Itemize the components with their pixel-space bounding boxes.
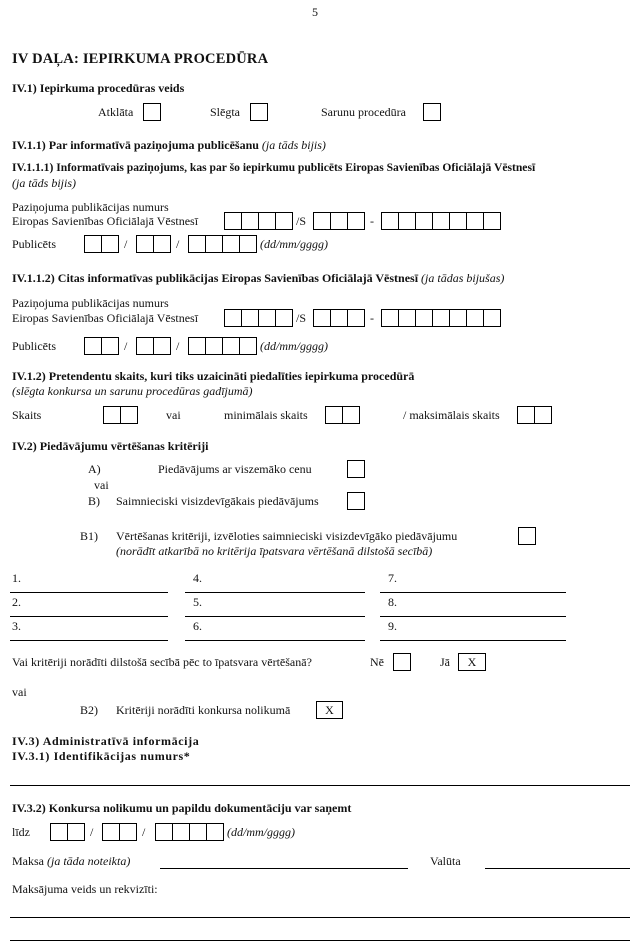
criterion-number: 9. <box>388 619 397 633</box>
digit-cell[interactable] <box>240 338 256 354</box>
digit-cell[interactable] <box>137 338 154 354</box>
digit-cell[interactable] <box>206 338 223 354</box>
digit-cell[interactable] <box>104 407 121 423</box>
other-date-day[interactable] <box>84 337 119 355</box>
currency-field[interactable] <box>485 868 630 869</box>
negotiated-procedure-label: Sarunu procedūra <box>321 105 406 119</box>
digit-cell[interactable] <box>467 310 484 326</box>
notice-oj-number-part2[interactable] <box>313 212 365 230</box>
digit-cell[interactable] <box>535 407 551 423</box>
order-question: Vai kritēriji norādīti dilstošā secībā pēc to īpatsvara vērtēšanā? <box>12 655 312 669</box>
digit-cell[interactable] <box>399 213 416 229</box>
digit-cell[interactable] <box>450 213 467 229</box>
digit-cell[interactable] <box>189 338 206 354</box>
notice-date-year[interactable] <box>188 235 257 253</box>
digit-cell[interactable] <box>416 213 433 229</box>
negotiated-procedure-checkbox[interactable] <box>423 103 441 121</box>
other-publications-heading <box>12 271 504 285</box>
criterion-a-marker: A) <box>88 462 101 476</box>
other-date-month[interactable] <box>136 337 171 355</box>
criterion-b-marker: B) <box>88 494 100 508</box>
candidates-max-label: / maksimālais skaits <box>403 408 500 422</box>
criterion-number: 7. <box>388 571 397 585</box>
digit-cell[interactable] <box>103 824 120 840</box>
digit-cell[interactable] <box>120 824 136 840</box>
order-yes-checkbox[interactable] <box>458 653 486 671</box>
criterion-b2-marker: B2) <box>80 703 98 717</box>
criterion-8-field[interactable] <box>380 616 566 617</box>
digit-cell[interactable] <box>223 236 240 252</box>
digit-cell[interactable] <box>240 236 256 252</box>
digit-cell[interactable] <box>85 338 102 354</box>
digit-cell[interactable] <box>382 310 399 326</box>
documents-until-label: līdz <box>12 825 30 839</box>
notice-date-day[interactable] <box>84 235 119 253</box>
notice-date-separator-1: / <box>124 237 128 251</box>
digit-cell[interactable] <box>450 310 467 326</box>
notice-published-note: (ja tāds bijis) <box>12 176 77 190</box>
digit-cell[interactable] <box>518 407 535 423</box>
digit-cell[interactable] <box>190 824 207 840</box>
digit-cell[interactable] <box>225 310 242 326</box>
digit-cell[interactable] <box>331 213 348 229</box>
candidates-count-label: Skaits <box>12 408 42 422</box>
criterion-9-field[interactable] <box>380 640 566 641</box>
most-advantageous-checkbox[interactable] <box>347 492 365 510</box>
criterion-number: 6. <box>193 619 202 633</box>
prior-notice-heading <box>12 138 326 152</box>
digit-cell[interactable] <box>225 213 242 229</box>
digit-cell[interactable] <box>121 407 137 423</box>
notice-journal-label: Eiropas Savienības Oficiālajā Vēstnesī <box>12 214 199 228</box>
criterion-1-field[interactable] <box>10 592 168 593</box>
admin-heading: IV.3) Administratīvā informācija <box>12 734 200 748</box>
digit-cell[interactable] <box>137 236 154 252</box>
candidates-heading: IV.1.2) Pretendentu skaits, kuri tiks uzaicināti piedalīties iepirkuma procedūrā <box>12 369 415 383</box>
digit-cell[interactable] <box>331 310 348 326</box>
other-date-format: (dd/mm/gggg) <box>260 339 328 353</box>
criterion-7-field[interactable] <box>380 592 566 593</box>
criterion-number: 8. <box>388 595 397 609</box>
notice-published-label: Publicēts <box>12 237 56 251</box>
notice-oj-number-part1[interactable] <box>224 212 293 230</box>
documents-heading: IV.3.2) Konkursa nolikumu un papildu dokumentāciju var saņemt <box>12 801 352 815</box>
notice-date-month[interactable] <box>136 235 171 253</box>
digit-cell[interactable] <box>223 338 240 354</box>
other-date-year[interactable] <box>188 337 257 355</box>
criterion-number: 5. <box>193 595 202 609</box>
lowest-price-checkbox[interactable] <box>347 460 365 478</box>
criteria-in-rules-checkbox[interactable] <box>316 701 343 719</box>
procedure-type-heading: IV.1) Iepirkuma procedūras veids <box>12 81 185 95</box>
payment-field-line-2[interactable] <box>10 940 630 941</box>
digit-cell[interactable] <box>85 236 102 252</box>
documents-date-separator-1: / <box>90 825 94 839</box>
page-number: 5 <box>312 5 318 19</box>
criterion-b1-label: Vērtēšanas kritēriji, izvēloties saimnieciski visizdevīgāko piedāvājumu <box>116 529 458 543</box>
digit-cell[interactable] <box>68 824 84 840</box>
documents-date-day[interactable] <box>50 823 85 841</box>
digit-cell[interactable] <box>433 310 450 326</box>
digit-cell[interactable] <box>314 213 331 229</box>
prior-notice-note: (ja tāds bijis) <box>261 138 326 152</box>
notice-oj-number-part3[interactable] <box>381 212 501 230</box>
notice-published-heading: IV.1.1.1) Informatīvais paziņojums, kas par šo iepirkumu publicēts Eiropas Savienības Oficiālajā Vēstnesī <box>12 161 536 174</box>
criterion-3-field[interactable] <box>10 640 168 641</box>
open-procedure-checkbox[interactable] <box>143 103 161 121</box>
criterion-2-field[interactable] <box>10 616 168 617</box>
fee-field[interactable] <box>160 868 408 869</box>
criterion-or-label: vai <box>94 478 109 492</box>
documents-date-separator-2: / <box>142 825 146 839</box>
id-number-field[interactable] <box>10 785 630 786</box>
digit-cell[interactable] <box>102 338 118 354</box>
other-journal-label: Eiropas Savienības Oficiālajā Vēstnesī <box>12 311 199 325</box>
candidates-note: (slēgta konkursa un sarunu procedūras gadījumā) <box>12 384 253 398</box>
digit-cell[interactable] <box>276 310 292 326</box>
other-oj-number-part3[interactable] <box>381 309 501 327</box>
award-criteria-heading: IV.2) Piedāvājumu vērtēšanas kritēriji <box>12 439 209 453</box>
digit-cell[interactable] <box>154 338 170 354</box>
digit-cell[interactable] <box>348 213 364 229</box>
other-oj-number-part2[interactable] <box>313 309 365 327</box>
prior-notice-heading-text: IV.1.1) Par informatīvā paziņojuma publicēšanu <box>12 138 259 152</box>
criterion-b1-marker: B1) <box>80 529 98 543</box>
other-date-separator-1: / <box>124 339 128 353</box>
restricted-procedure-label: Slēgta <box>210 105 240 119</box>
notice-date-separator-2: / <box>176 237 180 251</box>
candidates-min-label: minimālais skaits <box>224 408 308 422</box>
criterion-number: 3. <box>12 619 21 633</box>
id-number-heading: IV.3.1) Identifikācijas numurs* <box>12 749 191 763</box>
digit-cell[interactable] <box>259 310 276 326</box>
candidates-min-field[interactable] <box>325 406 360 424</box>
fee-label <box>12 854 130 868</box>
checkmark-x: X <box>325 703 334 717</box>
notice-number-label: Paziņojuma publikācijas numurs <box>12 200 169 214</box>
digit-cell[interactable] <box>343 407 359 423</box>
other-published-label: Publicēts <box>12 339 56 353</box>
other-date-separator-2: / <box>176 339 180 353</box>
payment-label: Maksājuma veids un rekvizīti: <box>12 882 158 896</box>
other-publications-heading-text: IV.1.1.2) Citas informatīvas publikācijas Eiropas Savienības Oficiālajā Vēstnesī <box>12 271 419 285</box>
criteria-listed-checkbox[interactable] <box>518 527 536 545</box>
digit-cell[interactable] <box>326 407 343 423</box>
other-oj-number-part1[interactable] <box>224 309 293 327</box>
digit-cell[interactable] <box>242 310 259 326</box>
candidates-max-field[interactable] <box>517 406 552 424</box>
notice-date-format: (dd/mm/gggg) <box>260 237 328 251</box>
b2-or-label: vai <box>12 685 27 699</box>
digit-cell[interactable] <box>399 310 416 326</box>
restricted-procedure-checkbox[interactable] <box>250 103 268 121</box>
order-no-checkbox[interactable] <box>393 653 411 671</box>
payment-field-line-1[interactable] <box>10 917 630 918</box>
fee-note: (ja tāda noteikta) <box>47 854 131 868</box>
documents-date-format: (dd/mm/gggg) <box>227 825 295 839</box>
criterion-4-field[interactable] <box>185 592 365 593</box>
digit-cell[interactable] <box>156 824 173 840</box>
notice-dash: - <box>370 214 374 228</box>
criterion-number: 4. <box>193 571 202 585</box>
documents-date-year[interactable] <box>155 823 224 841</box>
other-s-separator: /S <box>296 311 307 325</box>
digit-cell[interactable] <box>189 236 206 252</box>
digit-cell[interactable] <box>314 310 331 326</box>
digit-cell[interactable] <box>433 213 450 229</box>
digit-cell[interactable] <box>348 310 364 326</box>
criterion-b-label: Saimnieciski visizdevīgākais piedāvājums <box>116 494 319 508</box>
fee-label-text: Maksa <box>12 854 44 868</box>
digit-cell[interactable] <box>416 310 433 326</box>
other-number-label: Paziņojuma publikācijas numurs <box>12 296 169 310</box>
candidates-count-field[interactable] <box>103 406 138 424</box>
order-no-label: Nē <box>370 655 384 669</box>
digit-cell[interactable] <box>242 213 259 229</box>
digit-cell[interactable] <box>484 310 500 326</box>
criterion-6-field[interactable] <box>185 640 365 641</box>
checkmark-x: X <box>467 655 477 669</box>
digit-cell[interactable] <box>276 213 292 229</box>
other-dash: - <box>370 311 374 325</box>
digit-cell[interactable] <box>207 824 223 840</box>
digit-cell[interactable] <box>173 824 190 840</box>
open-procedure-label: Atklāta <box>98 105 134 119</box>
notice-s-separator: /S <box>296 214 307 228</box>
digit-cell[interactable] <box>382 213 399 229</box>
digit-cell[interactable] <box>154 236 170 252</box>
criterion-a-label: Piedāvājums ar viszemāko cenu <box>158 462 312 476</box>
digit-cell[interactable] <box>51 824 68 840</box>
candidates-or-label: vai <box>166 408 181 422</box>
digit-cell[interactable] <box>206 236 223 252</box>
criterion-5-field[interactable] <box>185 616 365 617</box>
digit-cell[interactable] <box>259 213 276 229</box>
criterion-number: 2. <box>12 595 21 609</box>
criterion-b1-note: (norādīt atkarībā no kritērija īpatsvara vērtēšanā dilstošā secībā) <box>116 544 433 558</box>
criterion-number: 1. <box>12 571 21 585</box>
other-publications-note: (ja tādas bijušas) <box>421 271 505 285</box>
digit-cell[interactable] <box>484 213 500 229</box>
digit-cell[interactable] <box>467 213 484 229</box>
criterion-b2-label: Kritēriji norādīti konkursa nolikumā <box>116 703 291 717</box>
digit-cell[interactable] <box>102 236 118 252</box>
part-title: IV DAĻA: IEPIRKUMA PROCEDŪRA <box>12 51 269 67</box>
currency-label: Valūta <box>430 854 461 868</box>
documents-date-month[interactable] <box>102 823 137 841</box>
order-yes-label: Jā <box>440 655 450 669</box>
